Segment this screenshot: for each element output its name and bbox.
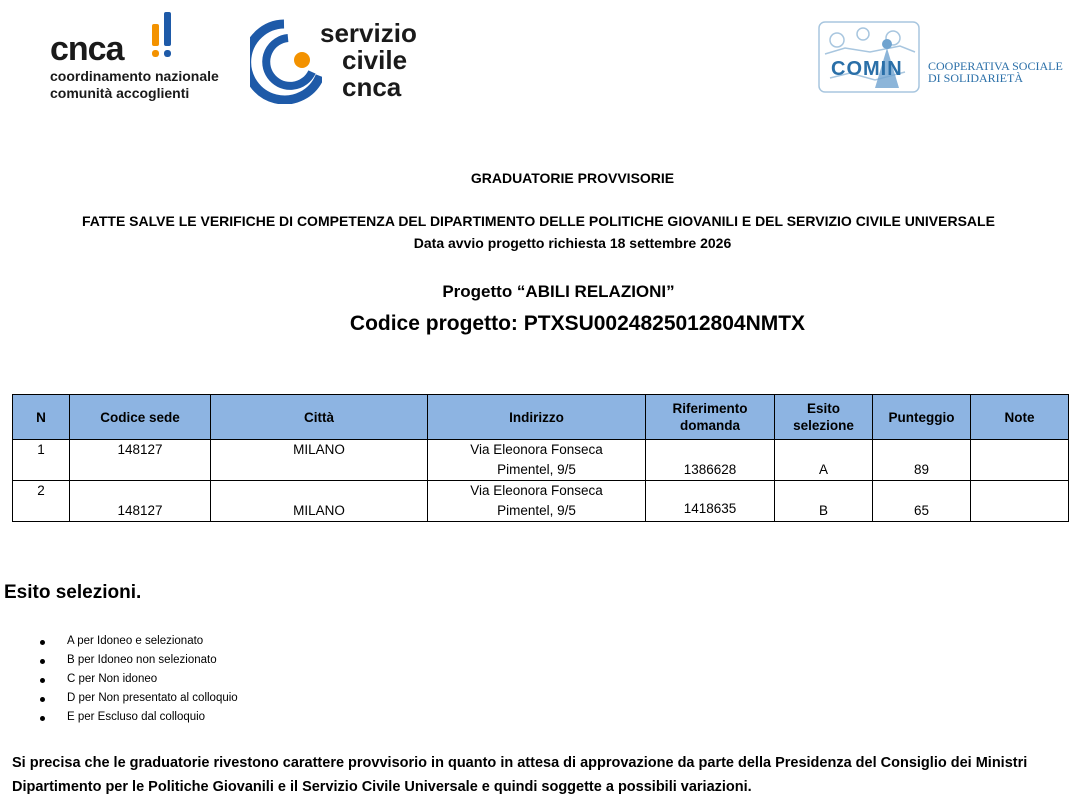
esito-selezioni-title: Esito selezioni. — [4, 582, 142, 603]
title-graduatorie: GRADUATORIE PROVVISORIE — [470, 170, 675, 186]
header-esito-selezione — [775, 395, 873, 440]
header-codice-sede: Codice sede — [70, 395, 211, 440]
title-codice-progetto: Codice progetto: PTXSU0024825012804NMTX — [349, 312, 806, 335]
final-disclaimer-note: Si precisa che le graduatorie rivestono carattere provvisorio in quanto in attesa di approvazione da parte della Presidenza del Consiglio dei Ministri Dipartimento per le Politiche Giovanili e il Servizio Civile Universale e quindi soggette a possibili variazioni. — [12, 755, 1028, 795]
cell-indirizzo — [428, 481, 646, 522]
cnca-subtitle-line2: comunità accoglienti — [50, 85, 190, 101]
comin-subtitle-line1: COOPERATIVA SOCIALE — [928, 59, 1063, 73]
cell-note — [971, 440, 1069, 481]
graduatoria-table — [12, 394, 1069, 522]
cell-indirizzo-line1: Via Eleonora Fonseca — [470, 483, 603, 498]
legend-item — [40, 689, 238, 708]
civile-line: civile — [342, 45, 408, 75]
servizio-civile-text — [320, 20, 417, 101]
cell-indirizzo-line1: Via Eleonora Fonseca — [470, 442, 603, 457]
comin-subtitle-line2: DI SOLIDARIETÀ — [928, 71, 1023, 85]
header-riferimento-line2: domanda — [679, 418, 740, 433]
title-progetto: Progetto “ABILI RELAZIONI” — [442, 282, 675, 301]
comin-drawing-icon — [815, 18, 930, 96]
cnca-logo-subtitle — [50, 68, 219, 102]
header-indirizzo: Indirizzo — [428, 395, 646, 440]
title-fatte-salve: FATTE SALVE LE VERIFICHE DI COMPETENZA DEL DIPARTIMENTO DELLE POLITICHE GIOVANILI E DEL SERVIZIO CIVILE UNIVERSALE — [82, 213, 995, 229]
comin-logo — [815, 18, 1075, 98]
cell-esito: A — [775, 440, 873, 481]
cell-punteggio: 65 — [873, 481, 971, 522]
legend-item — [40, 708, 238, 727]
bullet-icon — [40, 640, 45, 645]
legend-item — [40, 632, 238, 651]
esito-legend-list — [40, 632, 238, 727]
legend-item-text: A per Idoneo e selezionato — [67, 635, 204, 647]
header-punteggio: Punteggio — [873, 395, 971, 440]
cell-citta: MILANO — [211, 440, 428, 481]
servizio-line: servizio — [320, 18, 417, 48]
legend-item — [40, 670, 238, 689]
comin-logo-subtitle — [928, 60, 1063, 84]
table-row — [13, 481, 1069, 522]
servizio-civile-logo — [250, 12, 450, 107]
cell-riferimento: 1418635 — [646, 481, 775, 522]
bullet-icon — [40, 697, 45, 702]
legend-item — [40, 651, 238, 670]
bullet-icon — [40, 716, 45, 721]
legend-item-text: C per Non idoneo — [67, 673, 158, 685]
bullet-icon — [40, 678, 45, 683]
cnca-subtitle-line1: coordinamento nazionale — [50, 68, 219, 84]
cell-punteggio: 89 — [873, 440, 971, 481]
bullet-icon — [40, 659, 45, 664]
header-esito-line2: selezione — [793, 418, 854, 433]
cell-codice-sede: 148127 — [70, 440, 211, 481]
cell-riferimento: 1386628 — [646, 440, 775, 481]
cell-n: 2 — [13, 481, 70, 522]
cell-indirizzo-line2: Pimentel, 9/5 — [497, 503, 576, 518]
header-riferimento-domanda — [646, 395, 775, 440]
cnca-logo-word: cnca — [50, 30, 124, 68]
cnca-line: cnca — [342, 72, 402, 102]
header-citta: Città — [211, 395, 428, 440]
header-riferimento-line1: Riferimento — [672, 401, 748, 416]
cell-n: 1 — [13, 440, 70, 481]
cell-codice-sede: 148127 — [70, 481, 211, 522]
legend-item-text: B per Idoneo non selezionato — [67, 654, 217, 666]
cell-indirizzo-line2: Pimentel, 9/5 — [497, 462, 576, 477]
header-n: N — [13, 395, 70, 440]
header-note: Note — [971, 395, 1069, 440]
cell-citta: MILANO — [211, 481, 428, 522]
header-esito-line1: Esito — [806, 401, 840, 416]
title-data-avvio: Data avvio progetto richiesta 18 settembre 2026 — [413, 235, 732, 251]
table-header-row — [13, 395, 1069, 440]
comin-logo-name: COMIN — [831, 58, 903, 80]
servizio-civile-swirl-icon — [250, 16, 322, 104]
cnca-logo — [50, 8, 250, 103]
legend-item-text: E per Escluso dal colloquio — [67, 711, 206, 723]
cnca-logo-mark-icon — [150, 8, 180, 60]
legend-item-text: D per Non presentato al colloquio — [67, 692, 238, 704]
table-row — [13, 440, 1069, 481]
cell-note — [971, 481, 1069, 522]
cell-indirizzo — [428, 440, 646, 481]
cell-esito: B — [775, 481, 873, 522]
